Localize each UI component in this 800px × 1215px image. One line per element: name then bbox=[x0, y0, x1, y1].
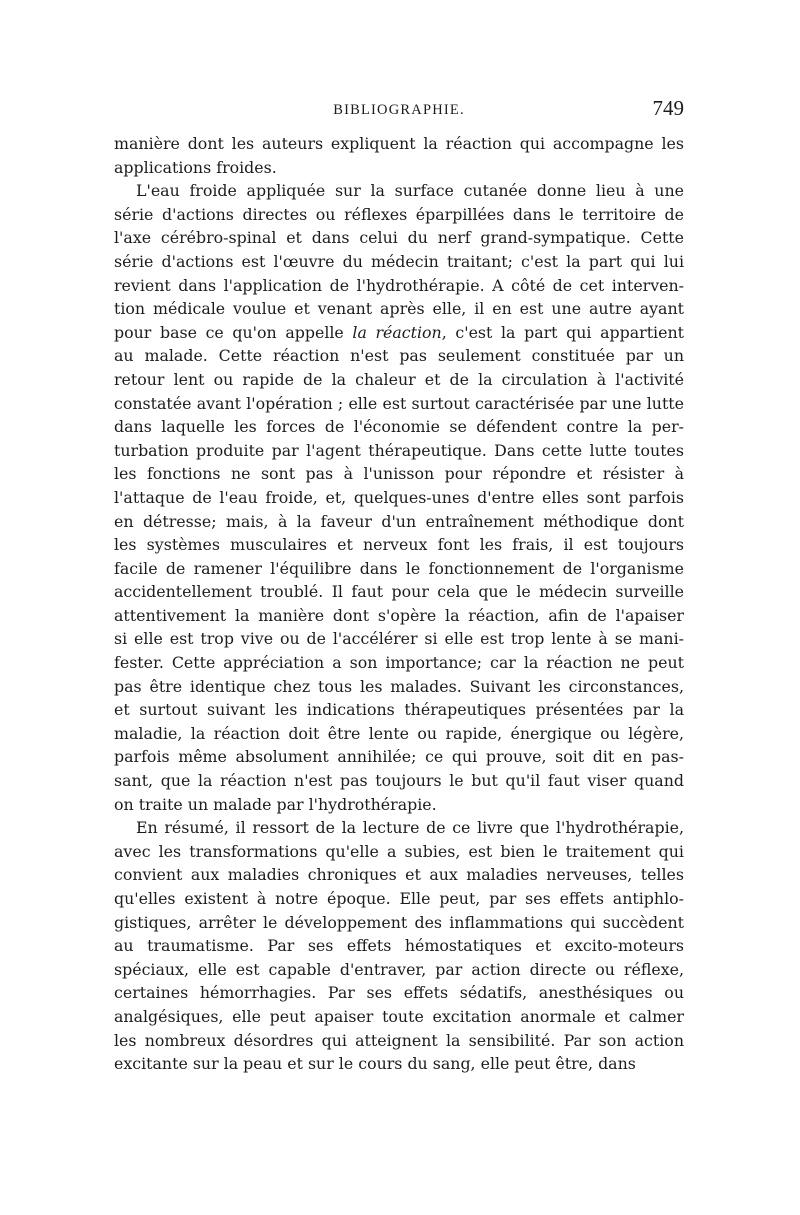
text-line: les nombreux désordres qui atteignent la sensibilité. Par son action bbox=[114, 1030, 684, 1050]
text-line: les systèmes musculaires et nerveux font les frais, il est toujours bbox=[114, 535, 684, 555]
body-text bbox=[114, 132, 684, 1076]
text-line: dans laquelle les forces de l'économie se défendent contre la per- bbox=[114, 417, 684, 437]
text-line: analgésiques, elle peut apaiser toute excitation anormale et calmer bbox=[114, 1006, 684, 1026]
text-line: l'axe cérébro-spinal et dans celui du nerf grand-sympatique. Cette bbox=[114, 228, 684, 248]
text-line: au malade. Cette réaction n'est pas seulement constituée par un bbox=[114, 346, 684, 366]
text-line: si elle est trop vive ou de l'accélérer si elle est trop lente à se mani- bbox=[114, 629, 684, 649]
text-line: au traumatisme. Par ses effets hémostatiques et excito-moteurs bbox=[114, 936, 684, 956]
text-line: sant, que la réaction n'est pas toujours le but qu'il faut viser quand bbox=[114, 771, 684, 791]
page-header bbox=[114, 96, 684, 126]
text-line: avec les transformations qu'elle a subies, est bien le traitement qui bbox=[114, 841, 684, 861]
text-line: accidentellement troublé. Il faut pour cela que le médecin surveille bbox=[114, 582, 684, 602]
text-line: turbation produite par l'agent thérapeutique. Dans cette lutte toutes bbox=[114, 440, 684, 460]
text-line: attentivement la manière dont s'opère la réaction, afin de l'apaiser bbox=[114, 605, 684, 625]
text-line: on traite un malade par l'hydrothérapie. bbox=[114, 794, 437, 814]
text-line: certaines hémorrhagies. Par ses effets sédatifs, anesthésiques ou bbox=[114, 983, 684, 1003]
text-line: les fonctions ne sont pas à l'unisson pour répondre et résister à bbox=[114, 464, 684, 484]
running-title: BIBLIOGRAPHIE. bbox=[333, 102, 465, 118]
text-line: En résumé, il ressort de la lecture de ce livre que l'hydrothérapie, bbox=[136, 818, 684, 838]
text-line: série d'actions est l'œuvre du médecin traitant; c'est la part qui lui bbox=[114, 251, 684, 271]
text-line: et surtout suivant les indications thérapeutiques présentées par la bbox=[114, 700, 684, 720]
text-line: retour lent ou rapide de la chaleur et de la circulation à l'activité bbox=[114, 369, 684, 389]
text-line: applications froides. bbox=[114, 157, 277, 177]
text-line: en détresse; mais, à la faveur d'un entraînement méthodique dont bbox=[114, 511, 684, 531]
text-line: facile de ramener l'équilibre dans le fonctionnement de l'organisme bbox=[114, 558, 684, 578]
text-line: fester. Cette appréciation a son importance; car la réaction ne peut bbox=[114, 653, 684, 673]
text-line: tion médicale voulue et venant après elle, il en est une autre ayant bbox=[114, 299, 684, 319]
page-number: 749 bbox=[652, 96, 684, 120]
text-line: pas être identique chez tous les malades. Suivant les circonstances, bbox=[114, 676, 684, 696]
paragraph bbox=[114, 132, 684, 179]
text-line: manière dont les auteurs expliquent la réaction qui accompagne les bbox=[114, 134, 684, 153]
text-line: série d'actions directes ou réflexes éparpillées dans le territoire de bbox=[114, 204, 684, 224]
text-line: revient dans l'application de l'hydrothérapie. A côté de cet interven- bbox=[114, 275, 684, 295]
text-line: qu'elles existent à notre époque. Elle peut, par ses effets antiphlo- bbox=[114, 889, 684, 908]
text-line: L'eau froide appliquée sur la surface cutanée donne lieu à une bbox=[136, 181, 684, 201]
text-line: gistiques, arrêter le développement des inflammations qui succèdent bbox=[114, 912, 684, 932]
text-line: convient aux maladies chroniques et aux maladies nerveuses, telles bbox=[114, 865, 684, 885]
text-line: spéciaux, elle est capable d'entraver, par action directe ou réflexe, bbox=[114, 959, 684, 979]
text-line: maladie, la réaction doit être lente ou rapide, énergique ou légère, bbox=[114, 723, 684, 743]
text-line: constatée avant l'opération ; elle est surtout caractérisée par une lutte bbox=[114, 393, 684, 413]
paragraph bbox=[114, 179, 684, 816]
paragraph bbox=[114, 816, 684, 1076]
text-line: pour base ce qu'on appelle la réaction, c'est la part qui appartient bbox=[114, 322, 684, 342]
text-line: excitante sur la peau et sur le cours du sang, elle peut être, dans bbox=[114, 1054, 636, 1074]
text-line: parfois même absolument annihilée; ce qui prouve, soit dit en pas- bbox=[114, 747, 684, 767]
text-line: l'attaque de l'eau froide, et, quelques-unes d'entre elles sont parfois bbox=[114, 487, 684, 507]
